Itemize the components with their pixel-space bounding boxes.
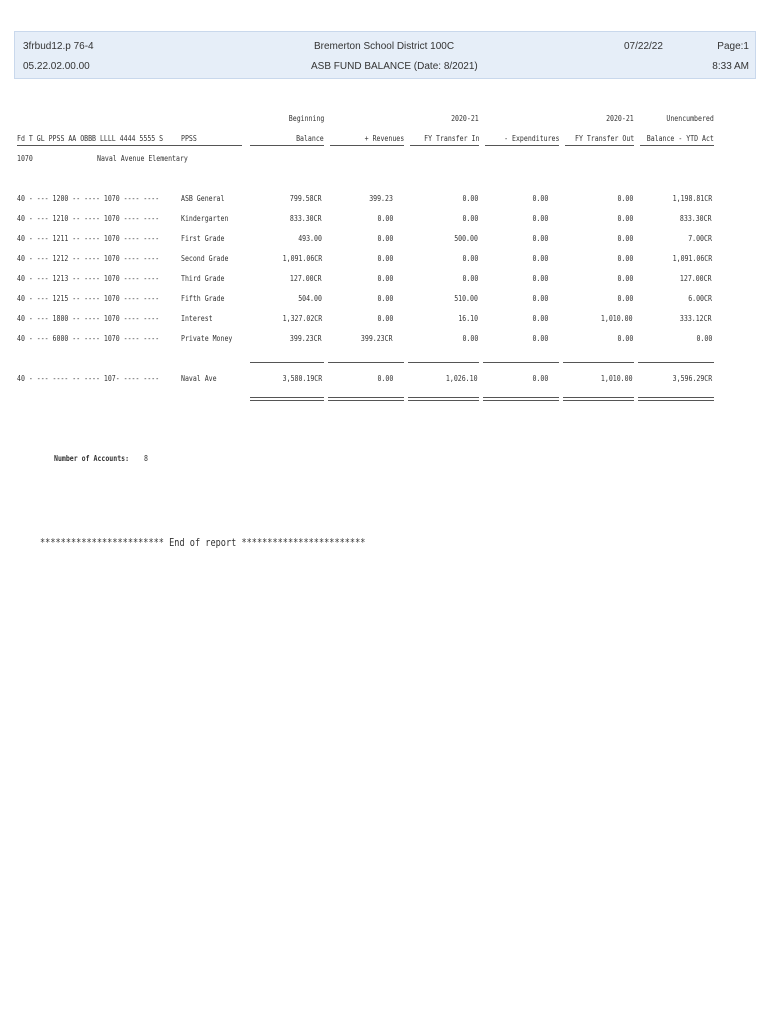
row-transfer-in: 0.00 — [462, 254, 478, 263]
row-name: ASB General — [181, 194, 225, 203]
col-beginning-top: Beginning — [288, 114, 324, 123]
col-account: Fd T GL PPSS AA OBBB LLLL 4444 5555 S — [17, 134, 164, 143]
row-balance: 127.00CR — [680, 274, 712, 283]
table-row — [0, 214, 770, 224]
total-separator — [638, 362, 714, 363]
col-revenues: + Revenues — [364, 134, 404, 143]
total-separator — [408, 362, 479, 363]
table-row — [0, 294, 770, 304]
report-date: 07/22/22 — [624, 41, 663, 52]
total-name: Naval Ave — [181, 374, 217, 383]
total-separator — [250, 362, 324, 363]
row-name: Fifth Grade — [181, 294, 225, 303]
row-transfer-out: 0.00 — [617, 214, 633, 223]
row-transfer-out: 0.00 — [617, 194, 633, 203]
header-underline — [17, 145, 242, 146]
header-underline — [485, 145, 559, 146]
row-transfer-out: 0.00 — [617, 294, 633, 303]
total-double-rule — [408, 397, 479, 401]
col-expenditures: - Expenditures — [503, 134, 559, 143]
report-id: 3frbud12.p 76-4 — [23, 41, 94, 52]
row-transfer-in: 0.00 — [462, 194, 478, 203]
group-code: 1070 — [17, 154, 33, 163]
row-account: 40 - --- 1200 -- ---- 1070 ---- ---- — [17, 194, 160, 203]
total-separator — [328, 362, 404, 363]
col-ppss: PPSS — [181, 134, 197, 143]
row-revenues: 0.00 — [377, 314, 393, 323]
row-balance: 6.00CR — [688, 294, 712, 303]
row-revenues: 0.00 — [377, 214, 393, 223]
row-transfer-out: 0.00 — [617, 254, 633, 263]
row-account: 40 - --- 1210 -- ---- 1070 ---- ---- — [17, 214, 160, 223]
accounts-count-label: Number of Accounts: — [54, 454, 130, 463]
total-transfer-in: 1,026.10 — [446, 374, 478, 383]
row-balance: 1,091.06CR — [672, 254, 712, 263]
total-double-rule — [638, 397, 714, 401]
row-revenues: 0.00 — [377, 234, 393, 243]
table-row — [0, 274, 770, 284]
col-unencumbered-top: Unencumbered — [666, 114, 714, 123]
total-revenues: 0.00 — [377, 374, 393, 383]
table-row — [0, 254, 770, 264]
header-underline — [565, 145, 634, 146]
col-unencumbered-bottom: Balance - YTD Act — [646, 134, 714, 143]
row-transfer-in: 0.00 — [462, 214, 478, 223]
row-name: Second Grade — [181, 254, 229, 263]
row-expenditures: 0.00 — [532, 234, 548, 243]
total-double-rule — [563, 397, 634, 401]
row-beginning: 504.00 — [298, 294, 322, 303]
end-of-report: ************************ End of report ************************ — [40, 536, 366, 549]
row-revenues: 399.23 — [369, 194, 393, 203]
row-transfer-in: 16.10 — [458, 314, 478, 323]
row-account: 40 - --- 1212 -- ---- 1070 ---- ---- — [17, 254, 160, 263]
row-name: First Grade — [181, 234, 225, 243]
header-underline — [640, 145, 714, 146]
row-beginning: 1,327.02CR — [282, 314, 322, 323]
row-account: 40 - --- 6000 -- ---- 1070 ---- ---- — [17, 334, 160, 343]
table-row — [0, 194, 770, 204]
row-expenditures: 0.00 — [532, 274, 548, 283]
row-expenditures: 0.00 — [532, 294, 548, 303]
row-transfer-in: 0.00 — [462, 274, 478, 283]
total-account: 40 - --- ---- -- ---- 107- ---- ---- — [17, 374, 160, 383]
total-balance: 3,596.29CR — [672, 374, 712, 383]
row-expenditures: 0.00 — [532, 334, 548, 343]
row-account: 40 - --- 1800 -- ---- 1070 ---- ---- — [17, 314, 160, 323]
row-balance: 0.00 — [696, 334, 712, 343]
row-beginning: 399.23CR — [290, 334, 322, 343]
row-account: 40 - --- 1215 -- ---- 1070 ---- ---- — [17, 294, 160, 303]
row-transfer-in: 0.00 — [462, 334, 478, 343]
row-transfer-in: 500.00 — [454, 234, 478, 243]
row-transfer-in: 510.00 — [454, 294, 478, 303]
row-beginning: 1,091.06CR — [282, 254, 322, 263]
row-expenditures: 0.00 — [532, 194, 548, 203]
report-header — [14, 31, 756, 79]
total-beginning: 3,580.19CR — [282, 374, 322, 383]
col-transfer-out-bottom: FY Transfer Out — [574, 134, 634, 143]
report-version: 05.22.02.00.00 — [23, 61, 90, 72]
row-expenditures: 0.00 — [532, 214, 548, 223]
accounts-count-value: 8 — [144, 454, 148, 463]
col-beginning-bottom: Balance — [296, 134, 324, 143]
total-double-rule — [483, 397, 559, 401]
row-beginning: 799.58CR — [290, 194, 322, 203]
row-beginning: 833.30CR — [290, 214, 322, 223]
table-row — [0, 334, 770, 344]
row-balance: 7.00CR — [688, 234, 712, 243]
page-number: Page:1 — [717, 41, 749, 52]
row-transfer-out: 1,010.00 — [601, 314, 633, 323]
total-row — [0, 374, 770, 384]
row-transfer-out: 0.00 — [617, 234, 633, 243]
report-time: 8:33 AM — [712, 61, 749, 72]
header-underline — [250, 145, 324, 146]
row-revenues: 0.00 — [377, 274, 393, 283]
row-name: Interest — [181, 314, 213, 323]
col-transfer-out-top: 2020-21 — [606, 114, 634, 123]
total-double-rule — [250, 397, 324, 401]
row-balance: 1,198.81CR — [672, 194, 712, 203]
row-expenditures: 0.00 — [532, 314, 548, 323]
table-row — [0, 234, 770, 244]
total-transfer-out: 1,010.00 — [601, 374, 633, 383]
col-transfer-in-top: 2020-21 — [451, 114, 479, 123]
header-underline — [410, 145, 479, 146]
row-name: Kindergarten — [181, 214, 229, 223]
table-row — [0, 314, 770, 324]
row-beginning: 493.00 — [298, 234, 322, 243]
col-transfer-in-bottom: FY Transfer In — [423, 134, 479, 143]
header-underline — [330, 145, 404, 146]
row-revenues: 399.23CR — [361, 334, 393, 343]
row-name: Third Grade — [181, 274, 225, 283]
row-account: 40 - --- 1211 -- ---- 1070 ---- ---- — [17, 234, 160, 243]
row-transfer-out: 0.00 — [617, 334, 633, 343]
row-beginning: 127.00CR — [290, 274, 322, 283]
row-transfer-out: 0.00 — [617, 274, 633, 283]
row-account: 40 - --- 1213 -- ---- 1070 ---- ---- — [17, 274, 160, 283]
row-expenditures: 0.00 — [532, 254, 548, 263]
row-revenues: 0.00 — [377, 294, 393, 303]
row-revenues: 0.00 — [377, 254, 393, 263]
row-balance: 833.30CR — [680, 214, 712, 223]
total-double-rule — [328, 397, 404, 401]
row-name: Private Money — [181, 334, 233, 343]
total-expenditures: 0.00 — [532, 374, 548, 383]
district-name: Bremerton School District 100C — [314, 41, 455, 52]
total-separator — [563, 362, 634, 363]
report-title: ASB FUND BALANCE (Date: 8/2021) — [311, 61, 478, 72]
total-separator — [483, 362, 559, 363]
group-name: Naval Avenue Elementary — [97, 154, 188, 163]
row-balance: 333.12CR — [680, 314, 712, 323]
